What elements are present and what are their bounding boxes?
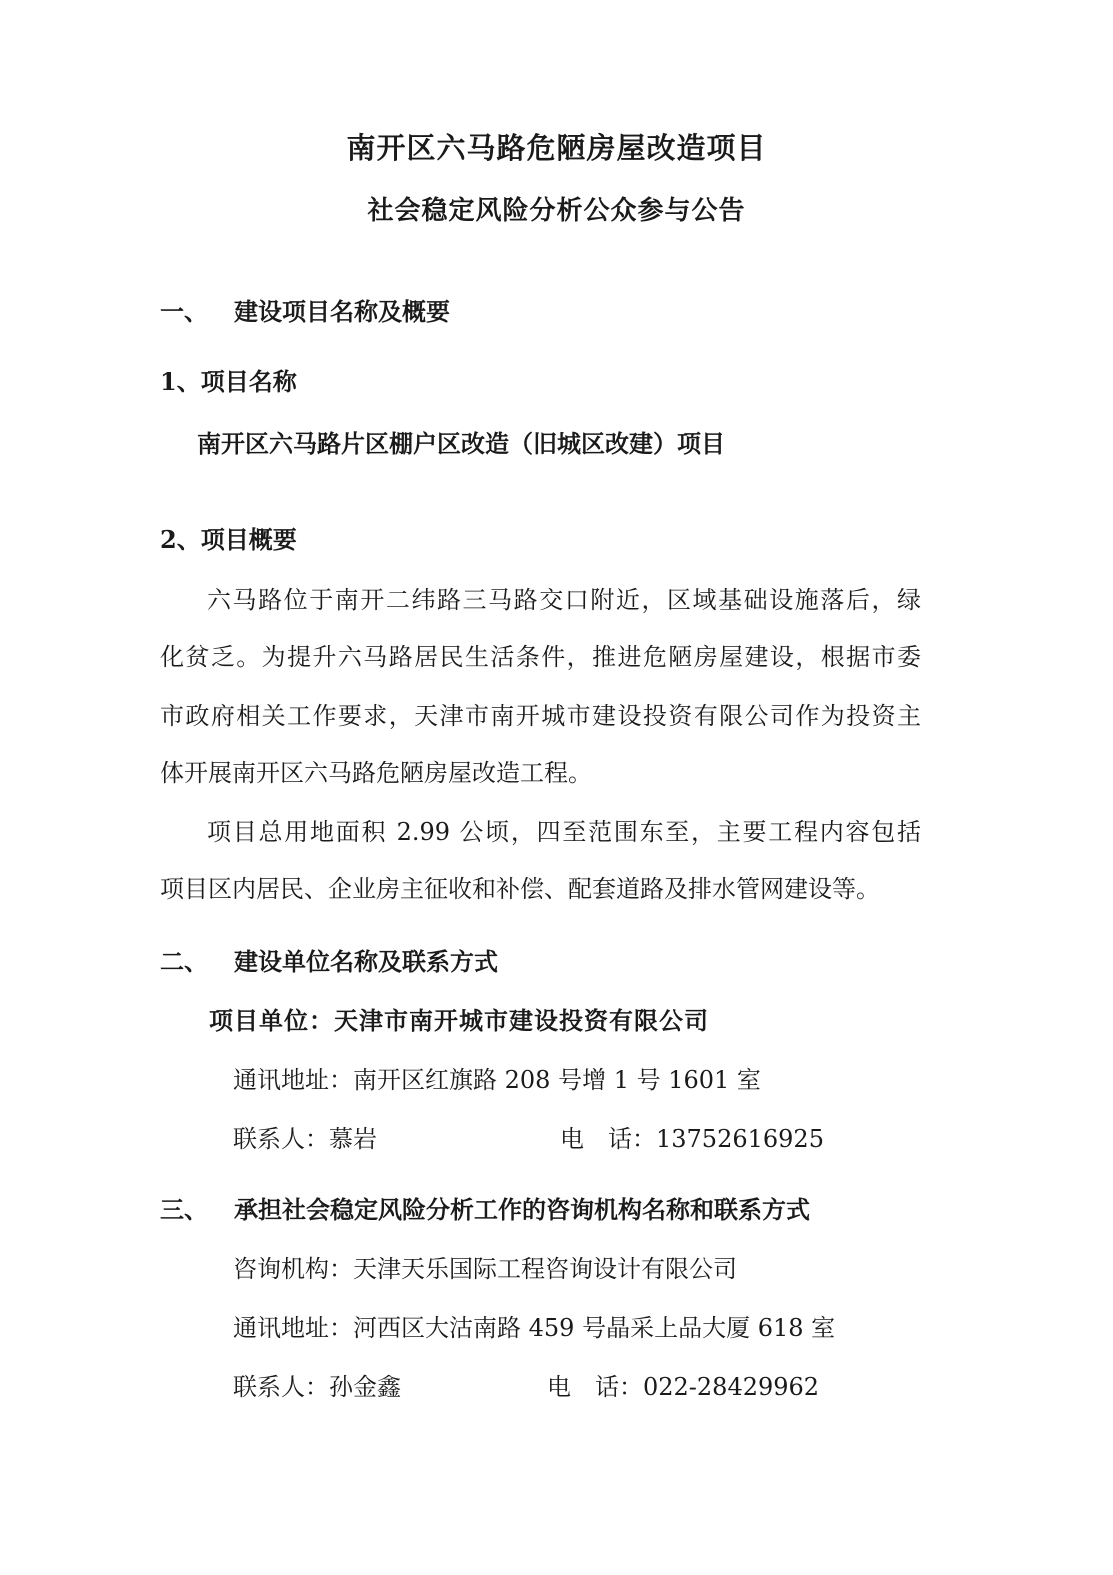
consulting-contact: 联系人：孙金鑫 [233, 1373, 401, 1401]
section-2-title: 建设单位名称及联系方式 [234, 947, 498, 976]
document-title: 南开区六马路危陋房屋改造项目 [346, 131, 767, 165]
paragraph-1-line-3: 市政府相关工作要求，天津市南开城市建设投资有限公司作为投资主 [160, 702, 921, 730]
project-name: 南开区六马路片区棚户区改造（旧城区改建）项目 [197, 429, 725, 458]
paragraph-2-line-1: 项目总用地面积 2.99 公顷，四至范围东至，主要工程内容包括 [207, 818, 921, 846]
section-3-heading [160, 1195, 810, 1225]
unit-phone: 电 话：13752616925 [560, 1125, 824, 1153]
paragraph-1-line-1: 六马路位于南开二纬路三马路交口附近，区域基础设施落后，绿 [207, 586, 921, 614]
document-subtitle: 社会稳定风险分析公众参与公告 [367, 196, 746, 226]
unit-address: 通讯地址：南开区红旗路 208 号增 1 号 1601 室 [233, 1066, 761, 1094]
paragraph-1-line-4: 体开展南开区六马路危陋房屋改造工程。 [160, 759, 592, 787]
consulting-org: 咨询机构：天津天乐国际工程咨询设计有限公司 [233, 1255, 737, 1283]
section-2-number: 二、 [160, 947, 208, 976]
paragraph-2-line-2: 项目区内居民、企业房主征收和补偿、配套道路及排水管网建设等。 [160, 875, 880, 903]
section-2-heading [160, 947, 498, 977]
unit-contact: 联系人：慕岩 [233, 1125, 377, 1153]
consulting-phone: 电 话：022-28429962 [547, 1373, 820, 1401]
section-3-title: 承担社会稳定风险分析工作的咨询机构名称和联系方式 [234, 1195, 810, 1224]
paragraph-1-line-2: 化贫乏。为提升六马路居民生活条件，推进危陋房屋建设，根据市委 [160, 643, 921, 671]
section-1-number: 一、 [160, 297, 208, 326]
section-1-heading [160, 297, 450, 327]
consulting-address: 通讯地址：河西区大沽南路 459 号晶采上品大厦 618 室 [233, 1314, 836, 1342]
item-2-heading: 2、项目概要 [160, 525, 297, 554]
item-1-heading: 1、项目名称 [160, 367, 297, 396]
section-3-number: 三、 [160, 1195, 208, 1224]
project-unit: 项目单位：天津市南开城市建设投资有限公司 [209, 1006, 709, 1035]
unit-contact-row [233, 1124, 824, 1154]
section-1-title: 建设项目名称及概要 [234, 297, 450, 326]
consulting-contact-row [233, 1372, 819, 1402]
